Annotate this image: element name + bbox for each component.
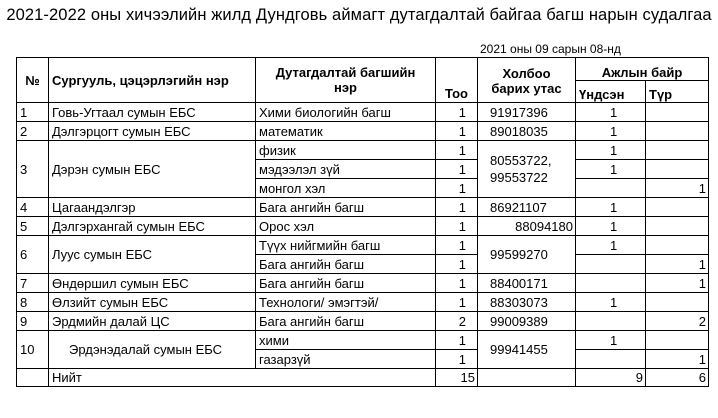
teacher-count: 1 (436, 198, 478, 217)
temp-position (646, 160, 709, 179)
row-number: 1 (17, 103, 49, 122)
main-position: 1 (576, 217, 646, 236)
row-number: 8 (17, 293, 49, 312)
teacher-subject: мэдээлэл зүй (256, 160, 436, 179)
teacher-subject: Технологи/ эмэгтэй/ (256, 293, 436, 312)
contact-phone: 99009389 (478, 312, 576, 331)
row-number: 6 (17, 236, 49, 274)
teacher-count: 1 (436, 141, 478, 160)
table-row (17, 217, 709, 236)
temp-position: 1 (646, 255, 709, 274)
temp-position (646, 293, 709, 312)
contact-phone: 86921107 (478, 198, 576, 217)
contact-phone: 88400171 (478, 274, 576, 293)
school-name: Дэлгэрцогт сумын ЕБС (49, 122, 256, 141)
teacher-subject: Бага ангийн багш (256, 312, 436, 331)
contact-phone: 88094180 (478, 217, 576, 236)
page-title: 2021-2022 оны хичээлийн жилд Дундговь аймагт дутагдалтай байгаа багш нарын судалгаа (6, 6, 712, 24)
main-position: 1 (576, 103, 646, 122)
school-name: Эрдэнэдалай сумын ЕБС (49, 331, 256, 369)
col-header-count: Тоо (436, 58, 478, 103)
teacher-count: 1 (436, 179, 478, 198)
school-name: Цагаандэлгэр (49, 198, 256, 217)
total-phone-blank (478, 369, 576, 387)
table-row (17, 198, 709, 217)
table-row (17, 141, 709, 160)
teacher-count: 1 (436, 293, 478, 312)
teacher-count: 1 (436, 236, 478, 255)
col-header-phone: Холбоо барих утас (478, 58, 576, 103)
row-number: 9 (17, 312, 49, 331)
survey-table (16, 57, 709, 387)
teacher-count: 2 (436, 312, 478, 331)
temp-position: 1 (646, 350, 709, 369)
temp-position (646, 236, 709, 255)
col-header-main: Үндсэн (576, 81, 646, 103)
col-header-teacher: Дутагдалтай багшийн нэр (256, 58, 436, 103)
col-header-temp: Түр (646, 81, 709, 103)
total-row (17, 369, 709, 387)
temp-position (646, 122, 709, 141)
row-number: 2 (17, 122, 49, 141)
school-name: Өндөршил сумын ЕБС (49, 274, 256, 293)
teacher-subject: монгол хэл (256, 179, 436, 198)
temp-position (646, 103, 709, 122)
main-position (576, 255, 646, 274)
teacher-subject: Бага ангийн багш (256, 274, 436, 293)
teacher-subject: Хими биологийн багш (256, 103, 436, 122)
teacher-count: 1 (436, 160, 478, 179)
main-position: 1 (576, 198, 646, 217)
contact-phone: 88303073 (478, 293, 576, 312)
main-position: 1 (576, 122, 646, 141)
table-row (17, 312, 709, 331)
main-position: 1 (576, 141, 646, 160)
school-name: Дэрэн сумын ЕБС (49, 141, 256, 198)
teacher-count: 1 (436, 255, 478, 274)
contact-phone: 80553722, 99553722 (478, 141, 576, 198)
row-number: 3 (17, 141, 49, 198)
header-row (17, 58, 709, 81)
col-header-num: № (17, 58, 49, 103)
main-position (576, 350, 646, 369)
total-blank (17, 369, 49, 387)
table-row (17, 293, 709, 312)
temp-position: 1 (646, 179, 709, 198)
contact-phone: 99599270 (478, 236, 576, 274)
row-number: 5 (17, 217, 49, 236)
teacher-count: 1 (436, 274, 478, 293)
col-header-school: Сургууль, цэцэрлэгийн нэр (49, 58, 256, 103)
temp-position (646, 331, 709, 350)
report-date: 2021 оны 09 сарын 08-нд (480, 42, 621, 56)
main-position: 1 (576, 331, 646, 350)
temp-position (646, 198, 709, 217)
table-row (17, 331, 709, 350)
total-temp: 6 (646, 369, 709, 387)
teacher-subject: газарзүй (256, 350, 436, 369)
teacher-subject: Бага ангийн багш (256, 198, 436, 217)
school-name: Говь-Угтаал сумын ЕБС (49, 103, 256, 122)
temp-position (646, 217, 709, 236)
row-number: 7 (17, 274, 49, 293)
table-row (17, 274, 709, 293)
main-position: 1 (576, 160, 646, 179)
contact-phone: 89018035 (478, 122, 576, 141)
teacher-count: 1 (436, 103, 478, 122)
teacher-count: 1 (436, 350, 478, 369)
contact-phone: 91917396 (478, 103, 576, 122)
total-count: 15 (436, 369, 478, 387)
teacher-count: 1 (436, 331, 478, 350)
total-label: Нийт (49, 369, 436, 387)
school-name: Өлзийт сумын ЕБС (49, 293, 256, 312)
contact-phone: 99941455 (478, 331, 576, 369)
teacher-subject: Бага ангийн багш (256, 255, 436, 274)
total-main: 9 (576, 369, 646, 387)
table-row (17, 122, 709, 141)
row-number: 10 (17, 331, 49, 369)
teacher-subject: хими (256, 331, 436, 350)
temp-position: 2 (646, 312, 709, 331)
main-position (576, 274, 646, 293)
teacher-count: 1 (436, 122, 478, 141)
col-header-position: Ажлын байр (576, 58, 709, 81)
teacher-subject: математик (256, 122, 436, 141)
teacher-subject: Орос хэл (256, 217, 436, 236)
school-name: Эрдмийн далай ЦС (49, 312, 256, 331)
school-name: Дэлгэрхангай сумын ЕБС (49, 217, 256, 236)
school-name: Луус сумын ЕБС (49, 236, 256, 274)
table-row (17, 103, 709, 122)
teacher-subject: Түүх нийгмийн багш (256, 236, 436, 255)
main-position (576, 179, 646, 198)
main-position (576, 312, 646, 331)
row-number: 4 (17, 198, 49, 217)
main-position: 1 (576, 236, 646, 255)
main-position: 1 (576, 293, 646, 312)
teacher-count: 1 (436, 217, 478, 236)
temp-position (646, 141, 709, 160)
table-row (17, 236, 709, 255)
temp-position: 1 (646, 274, 709, 293)
teacher-subject: физик (256, 141, 436, 160)
